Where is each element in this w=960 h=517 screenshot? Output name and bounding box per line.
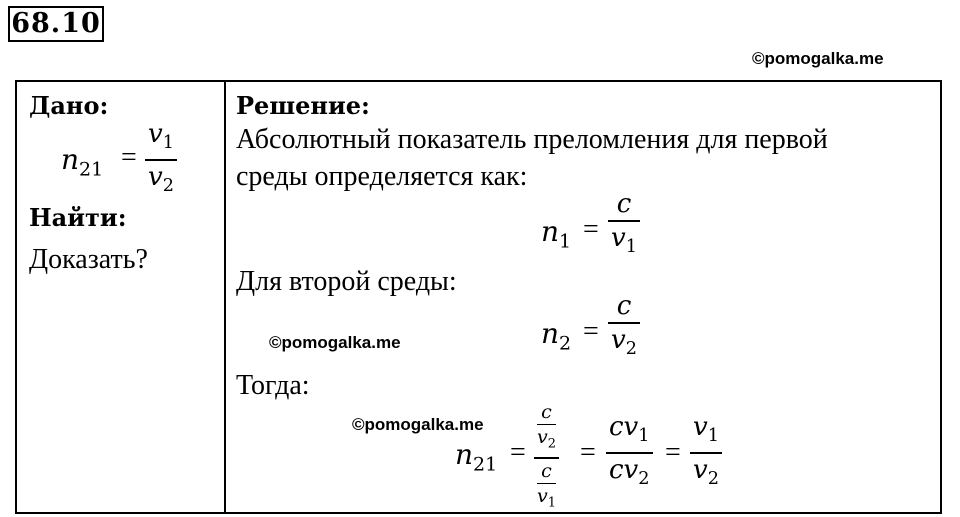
cv-denominator: $cv_2$	[609, 455, 650, 490]
given-title: Дано:	[29, 91, 109, 120]
n2-equals: =	[583, 316, 599, 347]
result-fraction	[690, 411, 722, 495]
cv-fraction	[606, 411, 653, 495]
find-title: Найти:	[29, 203, 127, 232]
n1-numerator: c	[616, 189, 632, 219]
compound-top-denominator: $v_2$	[537, 426, 556, 452]
result-numerator: $v_1$	[693, 412, 719, 447]
n2-fraction	[608, 290, 640, 365]
given-numerator: $v_1$	[148, 119, 174, 154]
n2-numerator: c	[616, 291, 632, 321]
problem-number: 68.10	[8, 6, 104, 42]
n1-fraction	[608, 188, 640, 263]
n2-lhs: $n_2$	[541, 317, 572, 355]
compound-top-numerator: c	[541, 401, 552, 423]
given-fraction	[145, 118, 177, 202]
cv-numerator: $cv_1$	[609, 412, 650, 447]
watermark: ©pomogalka.me	[752, 49, 884, 68]
n21-equals-3: =	[665, 437, 681, 468]
given-equals: =	[121, 142, 137, 173]
n1-denominator: $v_1$	[611, 223, 637, 258]
watermark: ©pomogalka.me	[269, 333, 401, 352]
n2-denominator: $v_2$	[611, 325, 637, 360]
solution-line-2: среды определяется как:	[236, 161, 528, 192]
given-denominator: $v_2$	[148, 162, 174, 197]
solution-line-1: Абсолютный показатель преломления для первой	[236, 124, 828, 155]
solution-table	[15, 80, 942, 514]
solution-title: Решение:	[236, 91, 370, 120]
compound-fraction	[534, 400, 559, 515]
n21-lhs: $n_{21}$	[455, 438, 498, 476]
n1-equals: =	[583, 214, 599, 245]
n21-equals-1: =	[510, 437, 526, 468]
given-lhs: $n_{21}$	[61, 143, 104, 181]
n21-equals-2: =	[580, 437, 596, 468]
compound-bottom-denominator: $v_1$	[537, 484, 556, 511]
solution-line-4: Тогда:	[236, 370, 310, 401]
solution-line-3: Для второй среды:	[236, 266, 457, 297]
watermark: ©pomogalka.me	[352, 415, 484, 434]
compound-top	[534, 400, 559, 457]
compound-bottom-numerator: c	[541, 459, 552, 482]
find-text: Доказать?	[29, 244, 148, 275]
n1-lhs: $n_1$	[541, 215, 572, 253]
result-denominator: $v_2$	[693, 455, 719, 490]
compound-bottom	[534, 459, 559, 516]
column-divider	[224, 82, 226, 512]
